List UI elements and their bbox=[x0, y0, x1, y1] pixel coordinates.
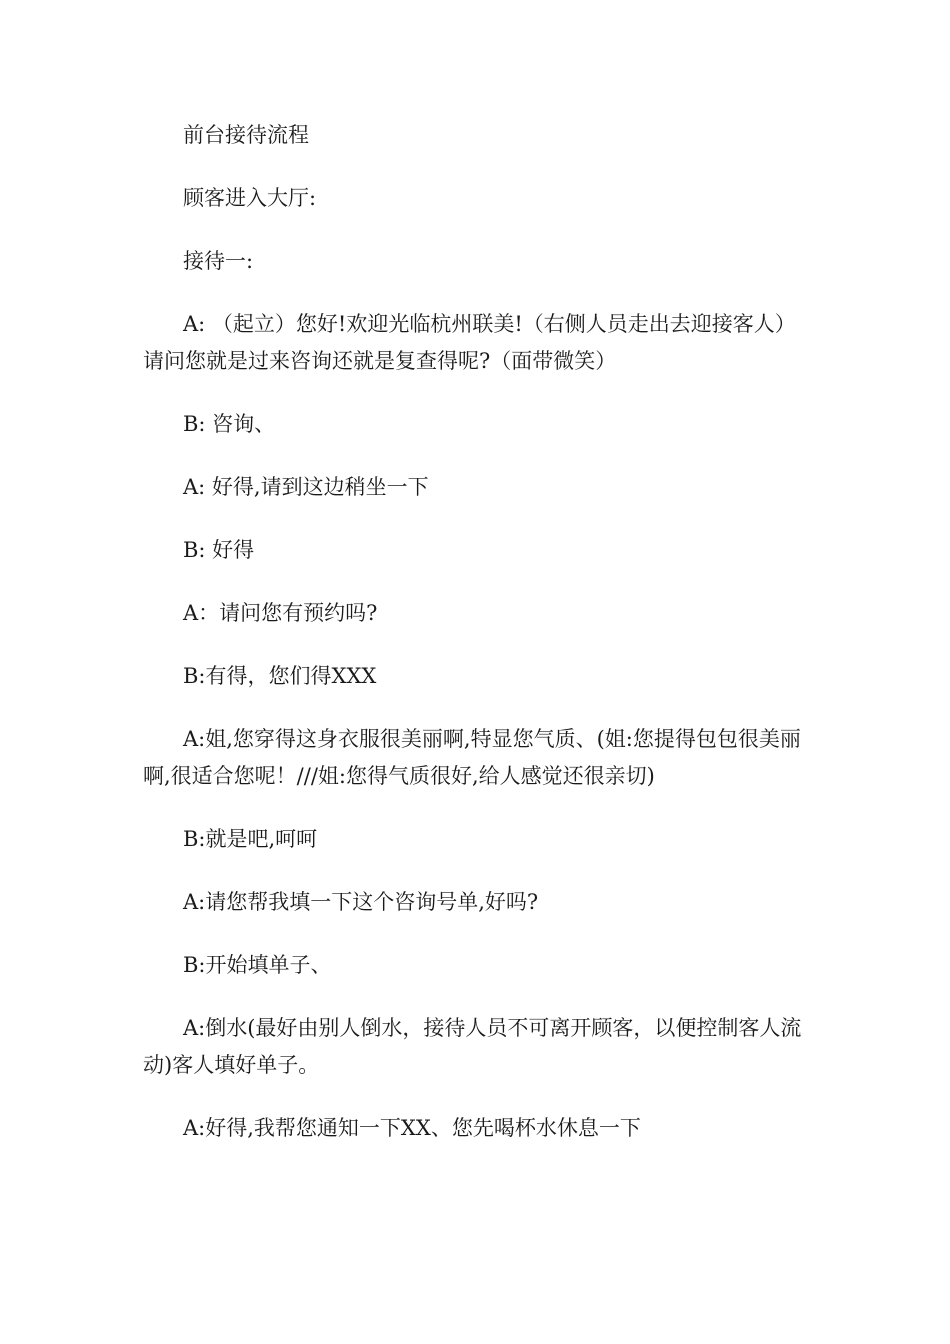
paragraph: 顾客进入大厅: bbox=[183, 186, 317, 210]
paragraph: A:倒水(最好由别人倒水，接待人员不可离开顾客，以便控制客人流动)客人填好单子。 bbox=[143, 1016, 802, 1077]
paragraph: B:有得，您们得XXX bbox=[183, 664, 377, 688]
paragraph: A: 好得,请到这边稍坐一下 bbox=[183, 475, 429, 499]
paragraph: B: 咨询、 bbox=[183, 412, 276, 436]
paragraph: A:好得,我帮您通知一下XX、您先喝杯水休息一下 bbox=[183, 1116, 641, 1140]
paragraph: B:开始填单子、 bbox=[183, 953, 332, 977]
paragraph: A：请问您有预约吗? bbox=[183, 601, 378, 625]
document-title: 前台接待流程 bbox=[183, 123, 309, 147]
paragraph: 接待一: bbox=[183, 249, 254, 273]
document-body bbox=[143, 117, 803, 1173]
paragraph: A:请您帮我填一下这个咨询号单,好吗? bbox=[183, 890, 539, 914]
paragraph: B:就是吧,呵呵 bbox=[183, 827, 318, 851]
paragraph: A: （起立）您好!欢迎光临杭州联美!（右侧人员走出去迎接客人）请问您就是过来咨询还就是复查得呢?（面带微笑） bbox=[143, 312, 796, 373]
paragraph: B: 好得 bbox=[183, 538, 255, 562]
paragraph: A:姐,您穿得这身衣服很美丽啊,特显您气质、(姐:您提得包包很美丽啊,很适合您呢！///姐:您得气质很好,给人感觉还很亲切) bbox=[143, 727, 801, 788]
